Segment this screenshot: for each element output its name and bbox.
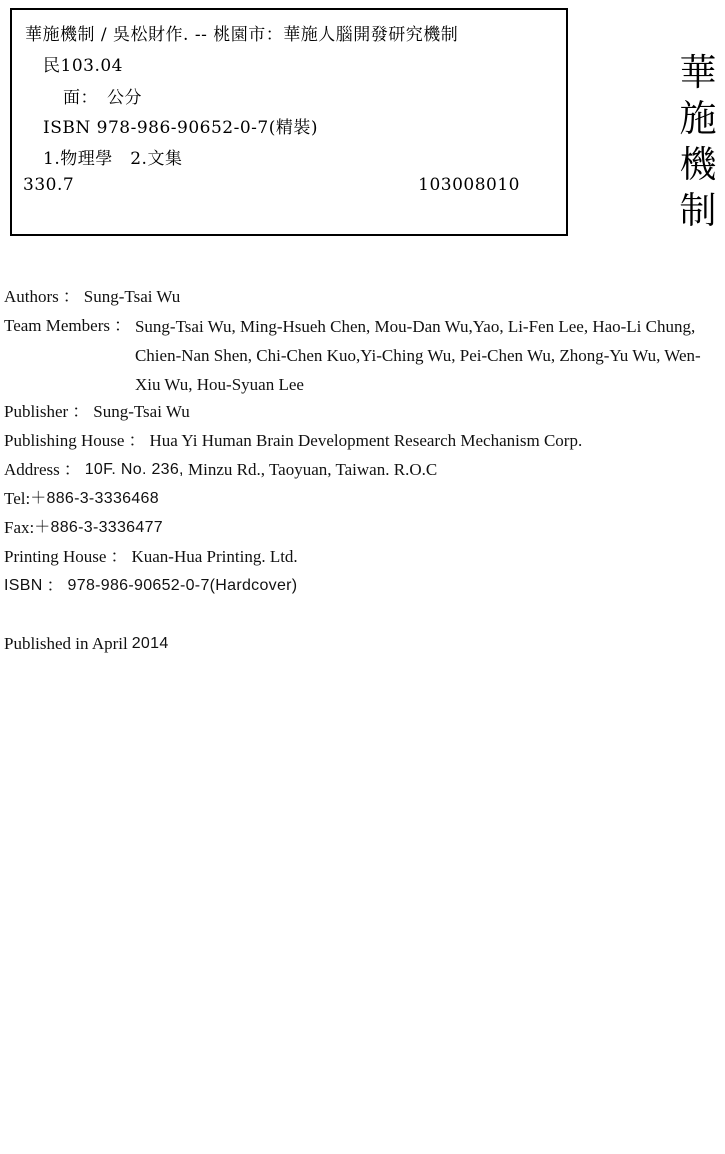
publishing-house-label: Publishing House <box>4 431 125 450</box>
address-row <box>4 457 720 486</box>
isbn-value: 978-986-90652-0-7(Hardcover) <box>67 577 298 594</box>
publisher-label: Publisher <box>4 402 69 421</box>
colon: ： <box>110 547 128 566</box>
colon: ： <box>62 287 80 306</box>
vertical-title-char: 制 <box>679 189 717 232</box>
published-year: 2014 <box>131 635 169 652</box>
tel-label: Tel: <box>4 489 31 508</box>
address-label: Address <box>4 460 60 479</box>
tel-row <box>4 486 720 515</box>
colon: ： <box>46 576 64 595</box>
cip-subject-line: 1.物理學 2.文集 <box>43 149 183 169</box>
isbn-label: ISBN <box>4 577 43 594</box>
cip-catalog-box <box>10 8 568 236</box>
publishing-house-value: Hua Yi Human Brain Development Research Mechanism Corp. <box>149 431 583 450</box>
fax-value: ＋886-3-3336477 <box>34 519 163 536</box>
cip-call-number: 330.7 <box>23 175 75 195</box>
fax-row <box>4 515 720 544</box>
publisher-value: Sung-Tsai Wu <box>93 402 190 421</box>
address-floor: 10F. No. 236, <box>84 461 184 478</box>
printing-house-label: Printing House <box>4 547 107 566</box>
vertical-book-title <box>678 50 718 234</box>
publisher-row <box>4 399 720 428</box>
team-members-row <box>4 313 720 399</box>
isbn-row <box>4 573 720 602</box>
vertical-title-char: 華 <box>679 51 717 94</box>
colon: ： <box>72 402 90 421</box>
authors-label: Authors <box>4 287 59 306</box>
publishing-house-row <box>4 428 720 457</box>
printing-house-row <box>4 544 720 573</box>
publication-info <box>4 284 720 660</box>
authors-row <box>4 284 720 313</box>
vertical-title-char: 機 <box>679 143 717 186</box>
cip-date-line: 民103.04 <box>43 56 123 76</box>
team-members-value: Sung-Tsai Wu, Ming-Hsueh Chen, Mou-Dan Wu,Yao, Li-Fen Lee, Hao-Li Chung, Chien-Nan Shen, Chi-Chen Kuo,Yi-Ching Wu, Pei-Chen Wu, Zhong-Yu Wu, Wen-Xiu Wu, Hou-Syuan Lee <box>134 317 701 394</box>
colon: ： <box>63 460 81 479</box>
fax-label: Fax: <box>4 518 35 537</box>
colon: ： <box>113 316 131 335</box>
cip-size-line: 面： 公分 <box>63 88 142 108</box>
printing-house-value: Kuan-Hua Printing. Ltd. <box>131 547 298 566</box>
vertical-title-char: 施 <box>679 97 717 140</box>
address-street: Minzu Rd., Taoyuan, Taiwan. R.O.C <box>183 460 438 479</box>
cip-isbn-line: ISBN 978-986-90652-0-7(精裝) <box>43 118 318 138</box>
cip-catalog-number: 103008010 <box>418 175 520 195</box>
published-row <box>4 631 720 660</box>
cip-title-line: 華施機制 / 吳松財作. -- 桃園市：華施人腦開發研究機制 <box>25 25 459 45</box>
tel-value: ＋886-3-3336468 <box>30 490 159 507</box>
colon: ： <box>128 431 146 450</box>
published-label: Published in April <box>4 634 128 653</box>
team-members-label: Team Members <box>4 316 110 335</box>
authors-value: Sung-Tsai Wu <box>83 287 181 306</box>
